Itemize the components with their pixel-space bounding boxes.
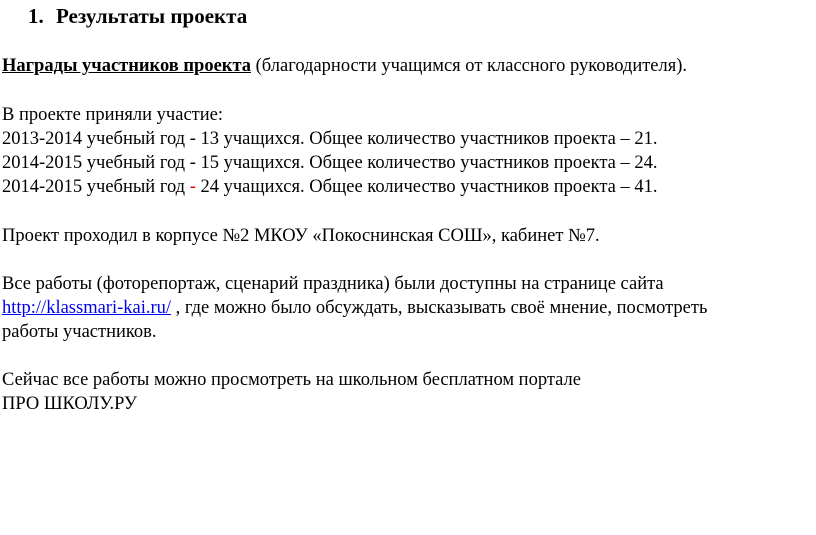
- site-link[interactable]: http://klassmari-kai.ru/: [2, 298, 172, 318]
- works-line-2-rest: , где можно было обсуждать, высказывать своё мнение, посмотреть: [171, 298, 708, 318]
- awards-label: Награды участников проекта: [2, 56, 252, 76]
- year-line-2014-a: 2014-2015 учебный год - 15 учащихся. Общее количество участников проекта – 24.: [2, 153, 658, 173]
- section-title: Результаты проекта: [56, 4, 248, 28]
- section-heading: [28, 2, 247, 30]
- awards-paragraph: [2, 54, 687, 78]
- works-line-1: Все работы (фоторепортаж, сценарий праздника) были доступны на странице сайта: [2, 274, 664, 294]
- portal-line-2: ПРО ШКОЛУ.РУ: [2, 394, 138, 414]
- location-paragraph: Проект проходил в корпусе №2 МКОУ «Покоснинская СОШ», кабинет №7.: [2, 226, 600, 246]
- participation-intro: В проекте приняли участие:: [2, 105, 223, 125]
- works-line-3: работы участников.: [2, 322, 157, 342]
- year-line-prefix: 2014-2015 учебный год: [2, 177, 190, 197]
- portal-line-1: Сейчас все работы можно просмотреть на школьном бесплатном портале: [2, 370, 581, 390]
- works-line-2: [2, 296, 707, 320]
- year-line-2013: 2013-2014 учебный год - 13 учащихся. Общее количество участников проекта – 21.: [2, 129, 658, 149]
- section-number: 1.: [28, 4, 44, 28]
- awards-text: (благодарности учащимся от классного руководителя).: [251, 56, 688, 76]
- red-dash: -: [189, 177, 196, 197]
- year-line-2014-b: [2, 175, 657, 199]
- year-line-suffix: 24 учащихся. Общее количество участников проекта – 41.: [195, 177, 658, 197]
